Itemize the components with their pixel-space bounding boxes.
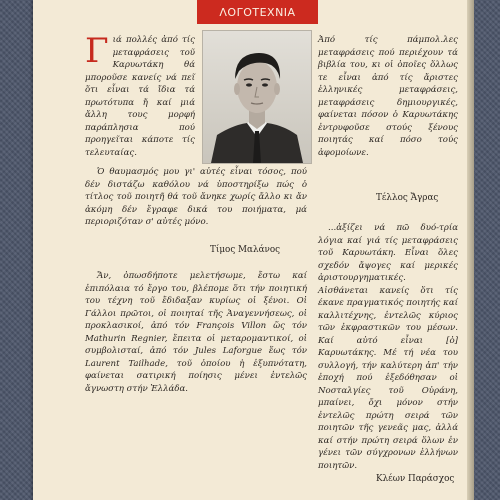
drop-cap: Γ xyxy=(85,31,109,71)
right-quote-1-text: Ἀπό τίς πάμπολ.λες μεταφράσεις πού περιέχουν τά βιβλία του, κι οἱ ὁποῖες ὅλλως τε εἶναι ἀπό τίς ἄριστες ἑλληνικές μεταφράσεις, μεταφράσεις δημιουργικές, φαίνεται πόσον ὁ Καρυωτάκης ἐντρυφοῦσε στούς ξένους ποιητάς καί πόσο τούς ἀφομοίωνε. xyxy=(318,35,458,158)
left-quote-3-text: Ἄν, ὁπωσδήποτε μελετήσωμε, ἔστω καί ἐπιπόλαια τό ἔργο του, βλέπομε ὅτι τήν ποιητική του τέχνη τοῦ ἔδιδαξαν κυρίως οἱ ξένοι. Οἱ Γάλλοι πρῶτοι, οἱ ποιηταί τῆς Ἀναγεννήσεως, οἱ προκλασικοί, ἀπό τόν François Villon ὥς τόν Mathurin Regnier, ἔπειτα οἱ μεταρομαντικοί, οἱ συμβολισταί, ἀπό τόν Jules Laforgue ἕως τόν Laurent Tailhade, τοῦ ὁποίου ἡ ἐξυπνότατη, φαίνεται σατιρική ποίησις μένει ἐντελῶς ἄγνωστη στήν Ἑλλάδα. xyxy=(85,271,307,394)
attribution-malanos: Τίμος Μαλάνος xyxy=(210,245,281,255)
genre-label: ΛΟΓΟΤΕΧΝΙΑ xyxy=(197,0,318,24)
portrait-image xyxy=(203,31,311,163)
book-cover-edge xyxy=(467,0,474,500)
left-quote-3 xyxy=(85,270,307,395)
right-quote-1 xyxy=(318,34,458,159)
left-quote-2-text: Ὁ θαυμασμός μου γι' αὐτές εἶναι τόσος, πού δέν διστάζω καθόλου νά ὑποστηρίξω πώς ὁ τίτλος τοῦ ποιητῆ θά τοῦ ἄνηκε χωρίς ἄλλο κι ἄν ἀκόμη δέν ἔγραφε δικά του ποιήματα, μά περιοριζόταν σ' αὐτές μόνο. xyxy=(85,167,307,227)
right-quote-2 xyxy=(318,222,458,472)
right-quote-2-text: ...ἀξίζει νά πῶ δυό-τρία λόγια καί γιά τίς μεταφράσεις τοῦ Καρυωτάκη. Εἶναι ὅλες σχεδόν ἄψογες καί μερικές ἀριστουργηματικές. Αἰσθάνεται κανείς ὅτι τίς έκανε πραγματικός ποιητής καί καλλιτέχνης, ἐντελῶς κύριος τῶν ἐκφραστικῶν του μέσων. Καί αὐτό εἶναι [ὁ] Καρυωτάκης. Μέ τή νέα του συλλογή, τήν καλύτερη ἀπ' τήν ἐποχή πού ἐξεδόθησαν οἱ Νοσταλγίες τοῦ Οὐράνη, μπαίνει, ὄχι μόνον στήν ἐντελῶς πρώτη σειρά τῶν ποιητῶν τῆς γενεᾶς μας, ἀλλά καί στήν πρώτη σειρά ὅλων ἐν γένει τῶν σύγχρονων ἑλλήνων ποιητῶν. xyxy=(318,223,458,471)
attribution-paraschos: Κλέων Παράσχος xyxy=(376,474,455,484)
attribution-agras: Τέλλος Ἄγρας xyxy=(376,193,439,203)
author-portrait xyxy=(202,30,312,164)
left-quote-1 xyxy=(85,31,195,159)
left-quote-2 xyxy=(85,166,307,229)
left-quote-1-text: ιά πολλές ἀπό τίς μεταφράσεις τοῦ Καρυωτάκη θά μποροῦσε κανείς νά πεῖ ὅτι εἶναι τά ἴδια τά πρωτότυπα ἤ καί μιά ἄλλη τους μορφή παράπλησια πού προηγεῖται κάποτε τίς τελευταίας. xyxy=(85,35,195,158)
